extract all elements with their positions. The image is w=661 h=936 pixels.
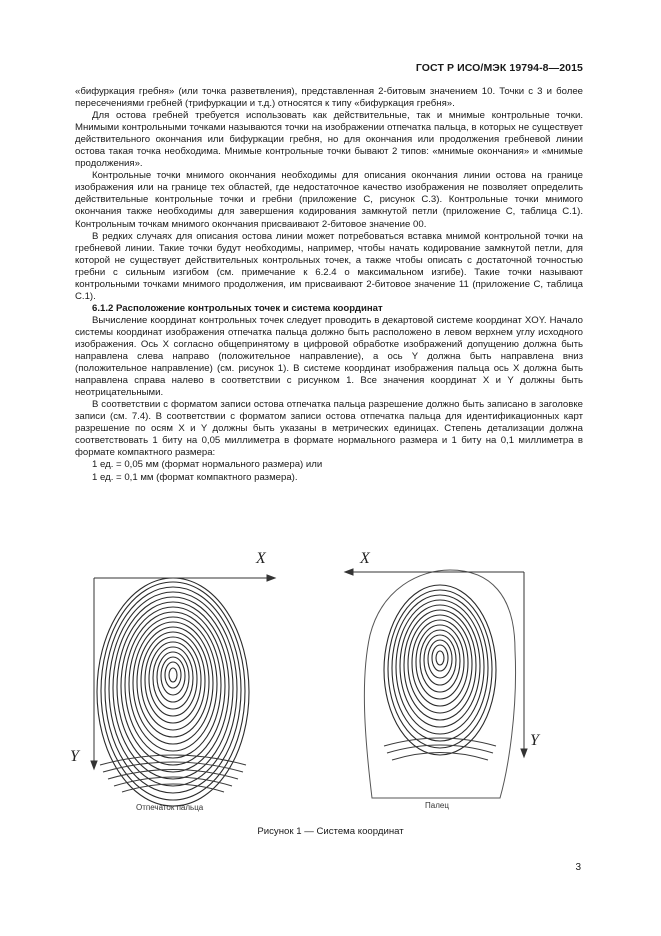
right-image-caption: Палец: [425, 801, 449, 810]
right-x-axis-label: X: [360, 550, 370, 567]
left-fingerprint-image: [97, 578, 249, 806]
left-x-axis-label: X: [256, 550, 266, 567]
section-subheading: 6.1.2 Расположение контрольных точек и система координат: [92, 302, 383, 314]
right-y-axis-label: Y: [530, 732, 539, 749]
left-image-caption: Отпечаток пальца: [136, 803, 204, 812]
left-y-axis-label: Y: [70, 748, 79, 765]
coordinate-figure: [0, 540, 661, 840]
paragraph-4: В редких случаях для описания остова линии может потребоваться вставка мнимой контрольной точки на гребневой линии. Такие точки будут необходимы, например, чтобы начать кодирование замкнутой петли, для которой не существует действительных контрольных точек, а также чтобы описать с достаточной точностью гребни с сильным изгибом (см. примечание к 6.2.4 о максимальном изгибе). Такие точки называют контрольными точками мнимого продолжения, им присваивают 2-битовое значение 11 (приложение С, таблица С.1).: [75, 230, 583, 302]
document-header: ГОСТ Р ИСО/МЭК 19794-8—2015: [415, 62, 583, 74]
paragraph-2: Для остова гребней требуется использовать как действительные, так и мнимые контрольные точки. Мнимыми контрольными точками называются точки на изображении отпечатка пальца, в которых не существует действительного окончания или бифуркации гребня, но для окончания или продолжения гребневой линии остова такая точка необходима. Мнимые контрольные точки бывают 2 типов: «мнимые окончания» и «мнимые продолжения».: [75, 110, 583, 170]
formula-normal: 1 ед. = 0,05 мм (формат нормального размера) или: [92, 459, 323, 471]
right-finger-image: [364, 570, 515, 798]
figure-caption: Рисунок 1 — Система координат: [257, 826, 404, 837]
paragraph-5: Вычисление координат контрольных точек следует проводить в декартовой системе координат XOY. Начало системы координат изображения отпечатка пальца должно быть расположено в левом верхнем углу исходного изображения. Ось X согласно общепринятому в цифровой обработке изображений допущению должна быть направлена слева направо (положительное направление), а ось Y должна быть направлена вниз (положительное направление) (см. рисунок 1). В системе координат изображения пальца ось X должна быть направлена справа налево в соответствии с рисунком 1. Все значения координат X и Y должны быть неотрицательными.: [75, 314, 583, 399]
body-text: [75, 86, 583, 484]
paragraph-3: Контрольные точки мнимого окончания необходимы для описания окончания линии остова на границе изображения или на границе тех областей, где недостаточное качество изображения не позволяет определить действительные контрольные точки и гребни (приложение С, рисунок С.3). Контрольные точки мнимого окончания также необходимы для завершения кодирования замкнутой петли (приложение С, таблица С.1). Контрольным точкам мнимого окончания присваивают 2-битовое значение 00.: [75, 170, 583, 230]
paragraph-1: «бифуркация гребня» (или точка разветвления), представленная 2-битовым значением 10. Точки с 3 и более пересечениями гребней (трифуркации и т.д.) относятся к типу «бифуркация гребня».: [75, 86, 583, 110]
formula-compact: 1 ед. = 0,1 мм (формат компактного размера).: [92, 471, 298, 483]
right-axes: [345, 569, 527, 757]
page-number: 3: [575, 862, 581, 873]
figure-drawing: [0, 540, 661, 840]
paragraph-6: В соответствии с форматом записи остова отпечатка пальца разрешение должно быть записано в заголовке записи (см. 7.4). В соответствии с форматом записи остова отпечатка пальца для идентификационных карт разрешение по осям X и Y должны быть указаны в метрических единицах. Степень детализации должна соответствовать 1 биту на 0,05 миллиметра в формате нормального размера и 1 биту на 0,1 миллиметра в формате компактного размера:: [75, 399, 583, 459]
